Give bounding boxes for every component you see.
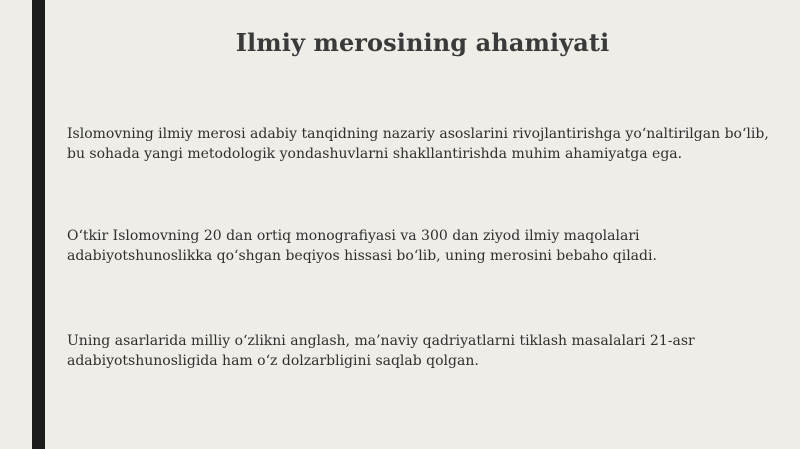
paragraph-1: Islomovning ilmiy merosi adabiy tanqidning nazariy asoslarini rivojlantirishga yo‘naltirilgan bo‘lib, bu sohada yangi metodologik yondashuvlarni shakllantirishda muhim ahamiyatga ega.: [67, 126, 769, 162]
slide-title: Ilmiy merosining ahamiyati: [235, 28, 610, 57]
paragraph-3: Uning asarlarida milliy o‘zlikni anglash, ma’naviy qadriyatlarni tiklash masalalari 21-asr adabiyotshunosligida ham o‘z dolzarbligini saqlab qolgan.: [67, 333, 695, 369]
slide-accent-bar: [32, 0, 45, 449]
paragraph-2: O‘tkir Islomovning 20 dan ortiq monografiyasi va 300 dan ziyod ilmiy maqolalari adabiyotshunoslikka qo‘shgan beqiyos hissasi bo‘lib, uning merosini bebaho qiladi.: [67, 228, 657, 264]
